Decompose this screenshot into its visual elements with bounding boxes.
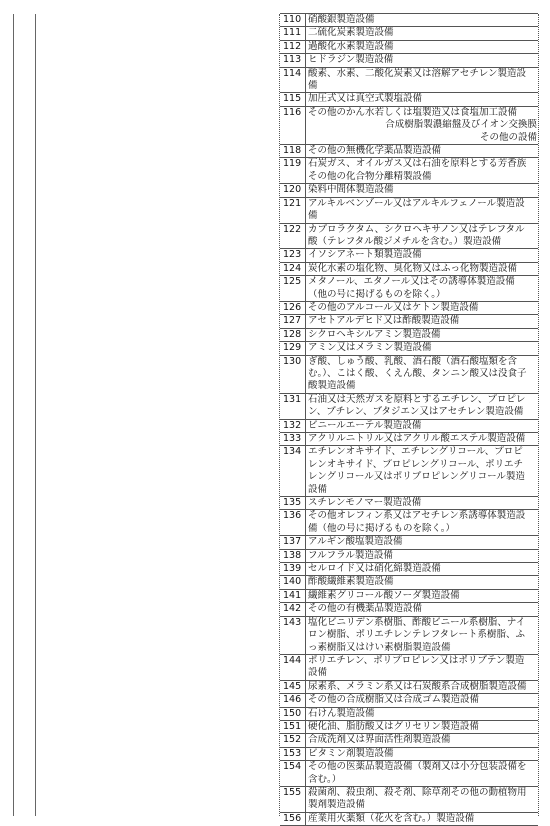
equipment-description (306, 262, 539, 275)
equipment-table (280, 13, 538, 826)
equipment-description (306, 249, 539, 262)
equipment-description (306, 497, 539, 510)
table-row (280, 707, 538, 720)
description-line: 含む。） (308, 773, 342, 785)
table-row (280, 197, 538, 223)
equipment-description (306, 276, 539, 302)
description-line: 設備 (308, 667, 328, 679)
equipment-description (306, 549, 539, 562)
equipment-description (306, 67, 539, 93)
equipment-description (306, 786, 539, 812)
description-line: 石炭ガス、オイルガス又は石油を原料とする芳香族 (308, 158, 527, 170)
item-number: 135 (280, 497, 306, 510)
item-number: 120 (280, 184, 306, 197)
description-line: 過酸化水素製造設備 (308, 40, 394, 52)
table-row (280, 106, 538, 144)
item-number: 129 (280, 342, 306, 355)
item-number: 116 (280, 106, 306, 144)
table-row (280, 262, 538, 275)
description-line: その他の有機薬品製造設備 (308, 603, 423, 615)
description-line: 殺菌剤、殺虫剤、殺そ剤、除草剤その他の動植物用 (308, 786, 527, 798)
description-line: 二硫化炭素製造設備 (308, 27, 394, 39)
description-line: その他の設備 (479, 131, 537, 143)
description-line: 設備 (308, 483, 328, 495)
table-row (280, 328, 538, 341)
description-line: アルギン酸塩製造設備 (308, 536, 403, 548)
table-row (280, 510, 538, 536)
item-number: 150 (280, 707, 306, 720)
equipment-description (306, 106, 539, 144)
description-line: 酸製造設備 (308, 380, 356, 392)
item-number: 134 (280, 446, 306, 497)
description-line: その他のかん水若しくは塩製造又は食塩加工設備 (308, 106, 518, 118)
equipment-description (306, 184, 539, 197)
description-line: 硝酸銀製造設備 (308, 14, 375, 25)
equipment-description (306, 576, 539, 589)
item-number: 130 (280, 355, 306, 393)
table-row (280, 93, 538, 106)
item-number: 111 (280, 27, 306, 40)
equipment-description (306, 301, 539, 314)
table-row (280, 419, 538, 432)
equipment-description (306, 446, 539, 497)
equipment-table-body (280, 14, 538, 826)
equipment-description (306, 761, 539, 787)
description-line: セルロイド又は硝化綿製造設備 (308, 563, 441, 575)
item-number: 155 (280, 786, 306, 812)
table-row (280, 446, 538, 497)
table-row (280, 184, 538, 197)
table-row (280, 747, 538, 760)
equipment-description (306, 680, 539, 693)
description-line: 染料中間体製造設備 (308, 184, 394, 196)
description-line: ビニールエーテル製造設備 (308, 419, 422, 431)
description-line: アルキルベンゾール又はアルキルフェノール製造設 (308, 197, 525, 209)
description-line: 尿素系、メラミン系又は石炭酸系合成樹脂製造設備 (308, 680, 527, 692)
item-number: 133 (280, 433, 306, 446)
equipment-description (306, 40, 539, 53)
item-number: 110 (280, 14, 306, 27)
description-line: む。）、こはく酸、くえん酸、タンニン酸又は没食子 (308, 367, 527, 379)
table-row (280, 223, 538, 249)
description-line: アミン又はメラミン製造設備 (308, 342, 432, 354)
item-number: 139 (280, 563, 306, 576)
description-line: ン、ブチレン、ブタジエン又はアセチレン製造設備 (308, 406, 524, 418)
description-line: シクロヘキシルアミン製造設備 (308, 328, 441, 340)
description-line: その他の無機化学薬品製造設備 (308, 145, 442, 157)
table-row (280, 355, 538, 393)
description-line: スチレンモノマー製造設備 (308, 497, 422, 509)
left-margin-rule (13, 14, 14, 816)
description-line: 産業用火薬類（花火を含む。）製造設備 (308, 812, 475, 824)
equipment-description (306, 536, 539, 549)
description-line: イソシアネート類製造設備 (308, 249, 422, 261)
table-row (280, 145, 538, 158)
table-row (280, 40, 538, 53)
item-number: 131 (280, 393, 306, 419)
item-number: 119 (280, 158, 306, 184)
equipment-description (306, 734, 539, 747)
description-line: （他の号に掲げるものを除く。） (308, 288, 446, 300)
table-row (280, 433, 538, 446)
item-number: 154 (280, 761, 306, 787)
description-line: フルフラル製造設備 (308, 549, 393, 561)
table-row (280, 342, 538, 355)
table-row (280, 276, 538, 302)
description-line: レンオキサイド、プロピレングリコール、ポリエチ (308, 458, 523, 470)
description-line: 硬化油、脂肪酸又はグリセリン製造設備 (308, 720, 479, 732)
description-line: 備 (308, 210, 318, 222)
item-number: 153 (280, 747, 306, 760)
item-number: 124 (280, 262, 306, 275)
description-line: カプロラクタム、シクロヘキサノン又はテレフタル (308, 223, 525, 235)
description-line: 備 (308, 80, 318, 92)
description-line: 酸（テレフタル酸ジメチルを含む。）製造設備 (308, 235, 502, 247)
table-row (280, 14, 538, 27)
table-row (280, 654, 538, 680)
table-row (280, 249, 538, 262)
equipment-description (306, 654, 539, 680)
item-number: 115 (280, 93, 306, 106)
description-line: 石けん製造設備 (308, 707, 375, 719)
description-line: その他の合成樹脂又は合成ゴム製造設備 (308, 694, 480, 706)
table-row (280, 158, 538, 184)
table-right-rule (538, 14, 539, 816)
equipment-description (306, 433, 539, 446)
description-line: その他の化合物分離精製設備 (308, 170, 432, 182)
equipment-description (306, 355, 539, 393)
equipment-description (306, 707, 539, 720)
item-number: 121 (280, 197, 306, 223)
equipment-description (306, 54, 539, 67)
item-number: 152 (280, 734, 306, 747)
description-line: ヒドラジン製造設備 (308, 54, 394, 66)
table-row (280, 616, 538, 654)
equipment-description (306, 563, 539, 576)
table-row (280, 54, 538, 67)
item-number: 113 (280, 54, 306, 67)
item-number: 156 (280, 812, 306, 825)
description-line: その他のアルコール又はケトン製造設備 (308, 301, 479, 313)
item-number: 136 (280, 510, 306, 536)
description-line: 加圧式又は真空式製塩設備 (308, 93, 423, 105)
item-number: 132 (280, 419, 306, 432)
item-number: 144 (280, 654, 306, 680)
description-line: ぎ酸、しゅう酸、乳酸、酒石酸（酒石酸塩類を含 (308, 355, 518, 367)
item-number: 128 (280, 328, 306, 341)
description-line: っ素樹脂又はけい素樹脂製造設備 (308, 641, 451, 653)
item-number: 127 (280, 315, 306, 328)
description-line: アセトアルデヒド又は酢酸製造設備 (308, 315, 460, 327)
item-number: 123 (280, 249, 306, 262)
description-line: 炭化水素の塩化物、臭化物又はふっ化物製造設備 (308, 262, 518, 274)
equipment-description (306, 694, 539, 707)
description-line: 備（他の号に掲げるものを除く。） (308, 522, 456, 534)
description-line: メタノール、エタノール又はその誘導体製造設備 (308, 276, 515, 288)
table-row (280, 536, 538, 549)
equipment-description (306, 197, 539, 223)
item-number: 145 (280, 680, 306, 693)
item-number: 151 (280, 720, 306, 733)
equipment-description (306, 27, 539, 40)
item-number: 142 (280, 603, 306, 616)
table-row (280, 393, 538, 419)
table-row (280, 589, 538, 602)
table-row (280, 576, 538, 589)
item-number: 138 (280, 549, 306, 562)
description-line: その他の医薬品製造設備（製剤又は小分包装設備を (308, 761, 527, 773)
equipment-description (306, 158, 539, 184)
item-number: 114 (280, 67, 306, 93)
description-line: 合成洗剤又は界面活性剤製造設備 (308, 734, 451, 746)
item-number: 126 (280, 301, 306, 314)
description-line: 繊維素グリコール酸ソーダ製造設備 (308, 589, 460, 601)
equipment-description (306, 419, 539, 432)
description-line: エチレンオキサイド、エチレングリコール、プロピ (308, 446, 523, 458)
description-line: 酸素、水素、二酸化炭素又は溶解アセチレン製造設 (308, 67, 526, 79)
description-line: レングリコール又はポリプロピレングリコール製造 (308, 471, 525, 483)
equipment-description (306, 93, 539, 106)
equipment-description (306, 393, 539, 419)
equipment-description (306, 510, 539, 536)
description-line: 石油又は天然ガスを原料とするエチレン、プロピレ (308, 393, 526, 405)
table-row (280, 680, 538, 693)
description-line: ロン樹脂、ポリエチレンテレフタレート系樹脂、ふ (308, 629, 526, 641)
table-row (280, 27, 538, 40)
table-row (280, 549, 538, 562)
description-line: アクリルニトリル又はアクリル酸エステル製造設備 (308, 433, 526, 444)
description-line: 塩化ビニリデン系樹脂、酢酸ビニール系樹脂、ナイ (308, 616, 526, 628)
table-row (280, 563, 538, 576)
item-number: 125 (280, 276, 306, 302)
category-column-rule (35, 14, 36, 816)
description-line: ビタミン剤製造設備 (308, 747, 394, 759)
table-row (280, 497, 538, 510)
item-number: 122 (280, 223, 306, 249)
item-number: 146 (280, 694, 306, 707)
item-number: 143 (280, 616, 306, 654)
equipment-description (306, 603, 539, 616)
table-row (280, 761, 538, 787)
description-line: 酢酸繊維素製造設備 (308, 576, 394, 588)
item-number: 137 (280, 536, 306, 549)
description-line: ポリエチレン、ポリプロピレン又はポリブテン製造 (308, 654, 525, 666)
equipment-description (306, 720, 539, 733)
table-row (280, 734, 538, 747)
equipment-description (306, 14, 539, 27)
equipment-description (306, 589, 539, 602)
equipment-description (306, 747, 539, 760)
equipment-description (306, 315, 539, 328)
table-row (280, 694, 538, 707)
equipment-description (306, 223, 539, 249)
equipment-description (306, 342, 539, 355)
table-row (280, 720, 538, 733)
equipment-description (306, 328, 539, 341)
description-line: 製剤製造設備 (308, 799, 366, 811)
description-line: その他オレフィン系又はアセチレン系誘導体製造設 (308, 510, 526, 522)
item-number: 141 (280, 589, 306, 602)
equipment-description (306, 145, 539, 158)
description-line: 合成樹脂製濃縮盤及びイオン交換膜 (385, 119, 537, 131)
table-row (280, 603, 538, 616)
item-number: 112 (280, 40, 306, 53)
table-row (280, 315, 538, 328)
item-number: 140 (280, 576, 306, 589)
table-row (280, 301, 538, 314)
equipment-description (306, 616, 539, 654)
item-number: 118 (280, 145, 306, 158)
table-row (280, 786, 538, 812)
table-row (280, 67, 538, 93)
